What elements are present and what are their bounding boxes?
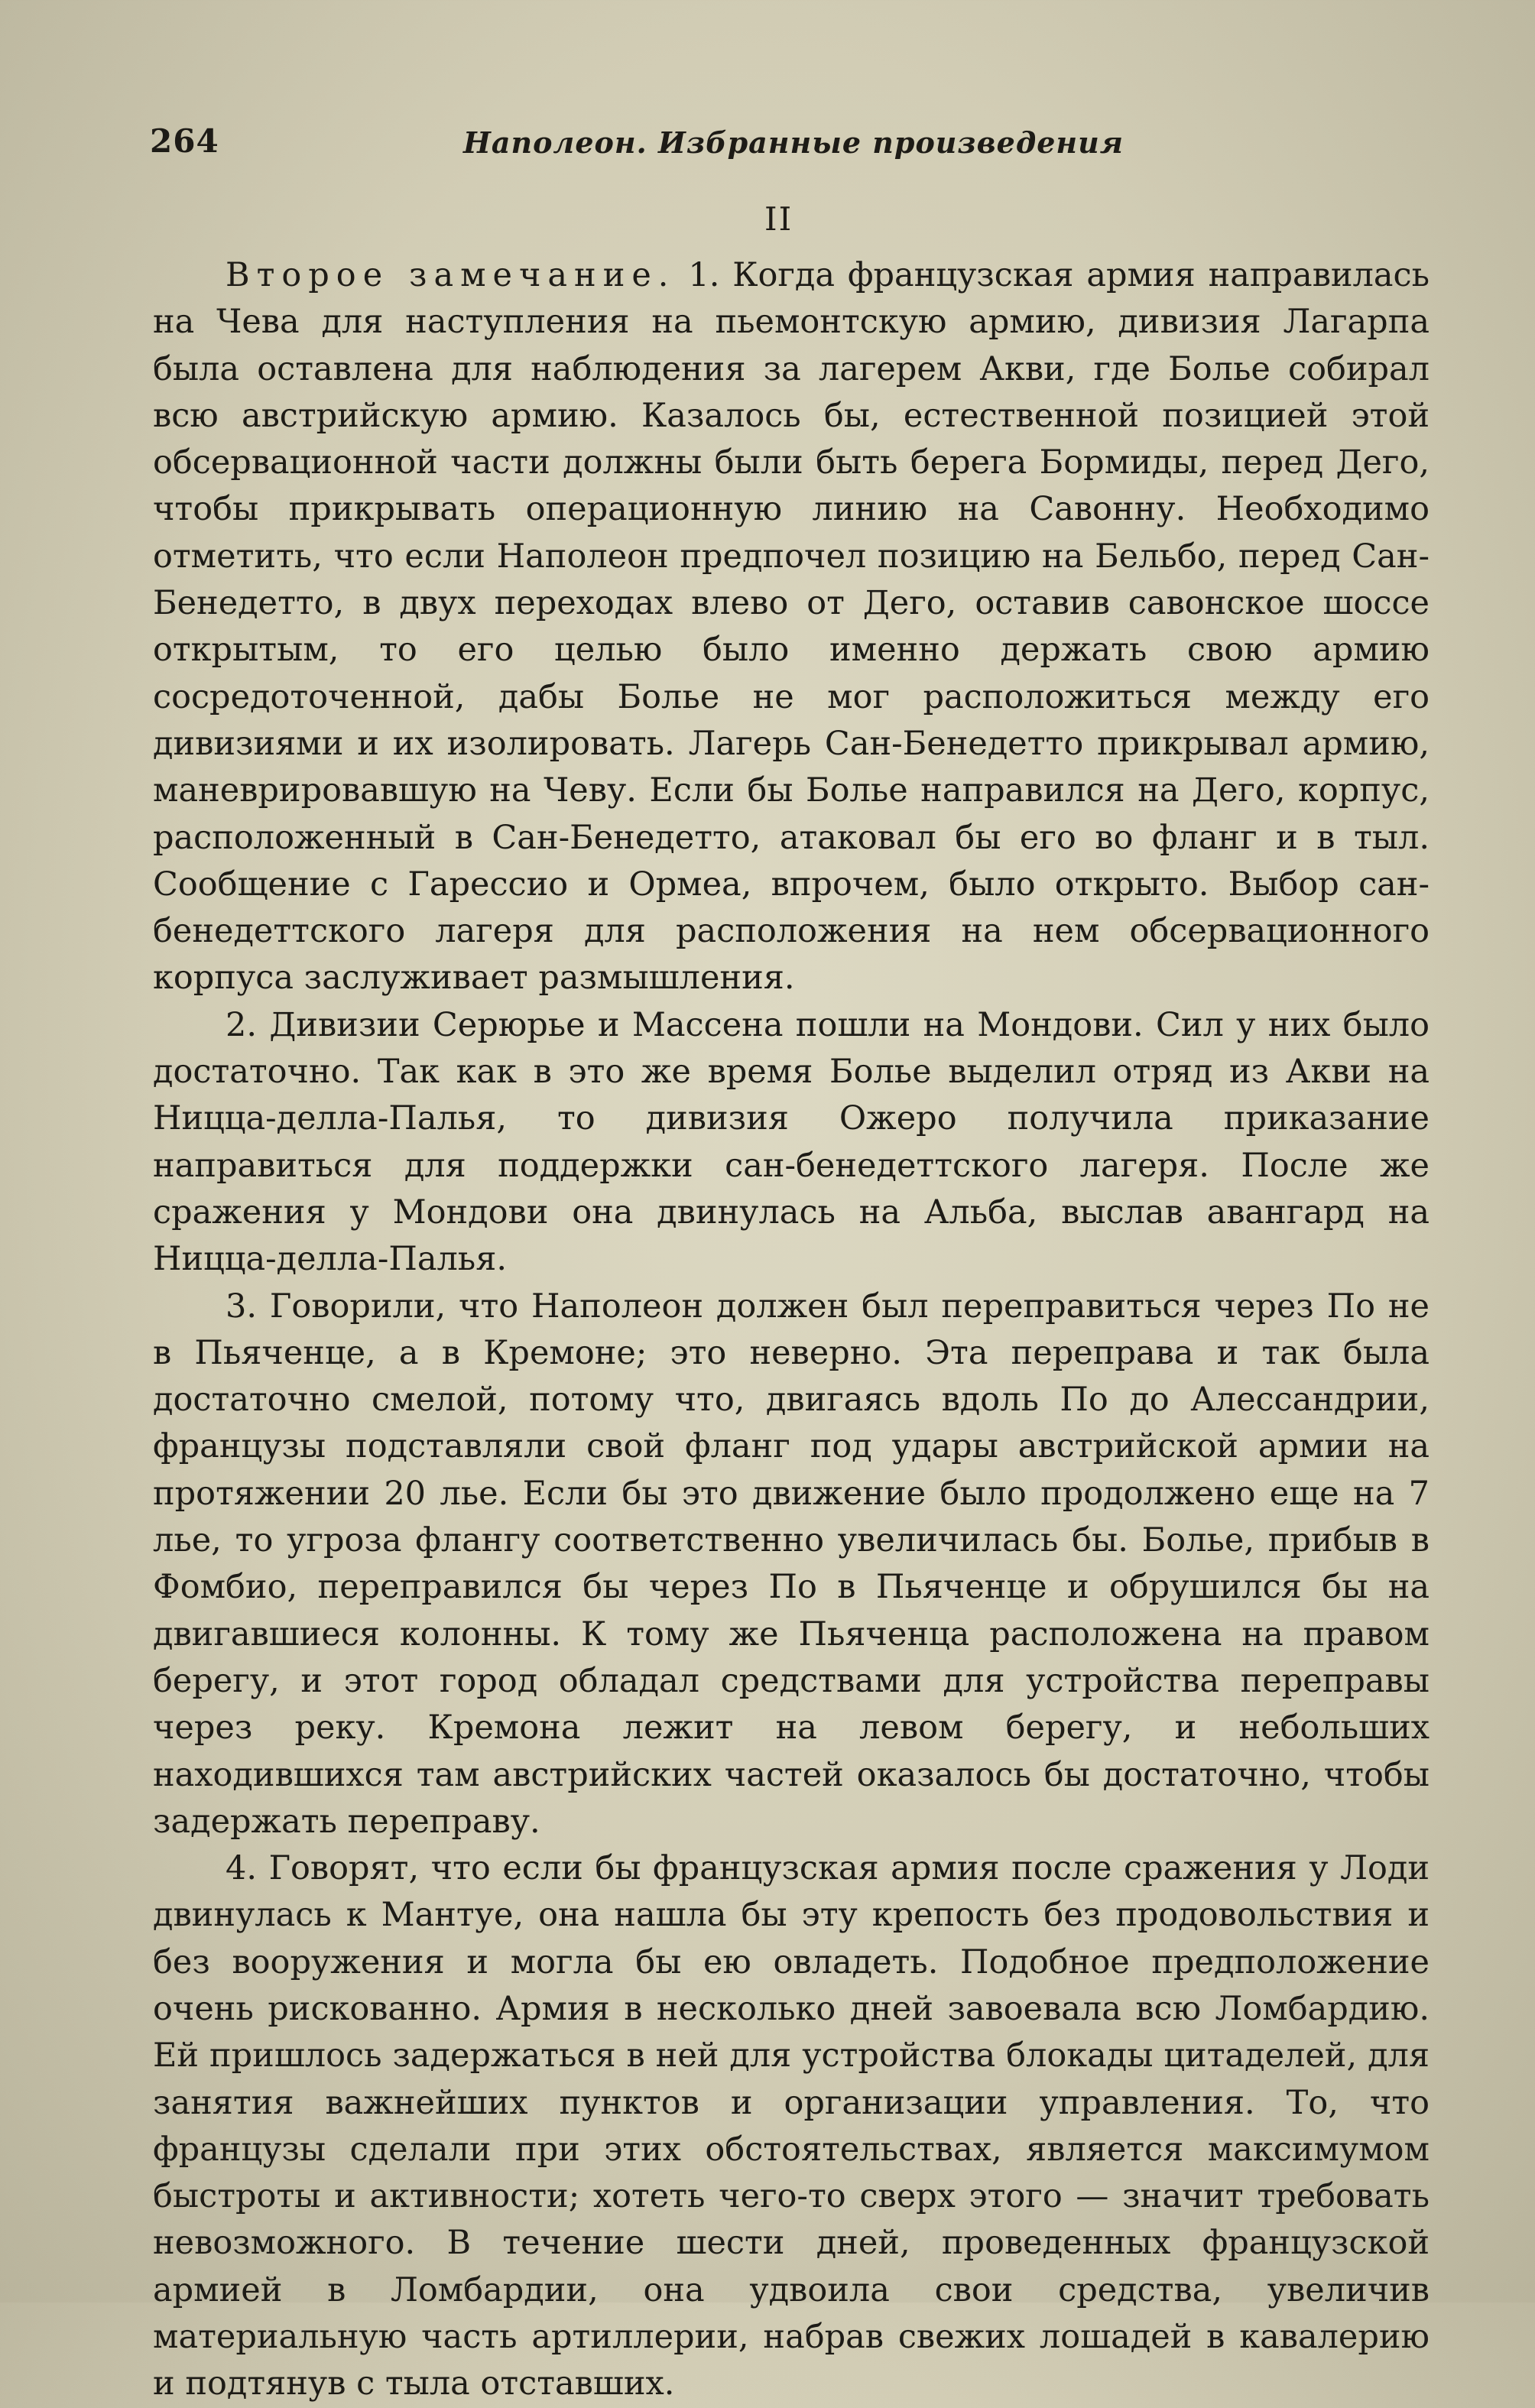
paragraph-1 [153, 252, 1430, 1002]
body-text [153, 252, 1430, 2408]
paragraph-lead: Второе замечание. [226, 256, 676, 294]
page-number: 264 [150, 122, 219, 160]
running-title: Наполеон. Избранные произведения [463, 125, 1124, 160]
paragraph-3: 3. Говорили, что Наполеон должен был переправиться через По не в Пьяченце, а в Кремоне; это неверно. Эта переправа и так была достаточно смелой, потому что, двигаясь вдоль По до Алессандрии, французы подставляли свой фланг под удары австрийской армии на протяжении 20 лье. Если бы это движение было продолжено еще на 7 лье, то угроза флангу соответственно увеличилась бы. Болье, прибыв в Фомбио, переправился бы через По в Пьяченце и обрушился бы на двигавшиеся колонны. К тому же Пьяченца расположена на правом берегу, и этот город обладал средствами для устройства переправы через реку. Кремона лежит на левом берегу, и небольших находившихся там австрийских частей оказалось бы достаточно, чтобы задержать переправу. [153, 1287, 1430, 1841]
page-header [150, 122, 1434, 168]
paragraph-2: 2. Дивизии Серюрье и Массена пошли на Мондови. Сил у них было достаточно. Так как в это же время Болье выделил отряд из Акви на Ницца-делла-Палья, то дивизия Ожеро получила приказание направиться для поддержки сан-бенедеттского лагеря. После же сражения у Мондови она двинулась на Альба, выслав авангард на Ницца-делла-Палья. [153, 1005, 1430, 1279]
paragraph-4: 4. Говорят, что если бы французская армия после сражения у Лоди двинулась к Мантуе, она нашла бы эту крепость без продовольствия и без вооружения и могла бы ею овладеть. Подобное предположение очень рискованно. Армия в несколько дней завоевала всю Ломбардию. Ей пришлось задержаться в ней для устройства блокады цитаделей, для занятия важнейших пунктов и организации управления. То, что французы сделали при этих обстоятельствах, является максимумом быстроты и активности; хотеть чего-то сверх этого — значит требовать невозможного. В течение шести дней, проведенных французской армией в Ломбардии, она удвоила свои средства, увеличив материальную часть артиллерии, набрав свежих лошадей в кавалерию и подтянув с тыла отставших. [153, 1849, 1430, 2403]
section-numeral: II [764, 200, 793, 238]
paragraph-text: 1. Когда французская армия направилась на Чева для наступления на пьемонтскую армию, дивизия Лагарпа была оставлена для наблюдения за лагерем Акви, где Болье собирал всю австрийскую армию. Казалось бы, естественной позицией этой обсервационной части должны были быть берега Бормиды, перед Дего, чтобы прикрывать операционную линию на Савонну. Необходимо отметить, что если Наполеон предпочел позицию на Бельбо, перед Сан-Бенедетто, в двух переходах влево от Дего, оставив савонское шоссе открытым, то его целью было именно держать свою армию сосредоточенной, дабы Болье не мог расположиться между его дивизиями и их изолировать. Лагерь Сан-Бенедетто прикрывал армию, маневрировавшую на Чеву. Если бы Болье направился на Дего, корпус, расположенный в Сан-Бенедетто, атаковал бы его во фланг и в тыл. Сообщение с Гарессио и Ормеа, впрочем, было открыто. Выбор сан-бенедеттского лагеря для расположения на нем обсервационного корпуса заслуживает размышления. [153, 256, 1430, 998]
